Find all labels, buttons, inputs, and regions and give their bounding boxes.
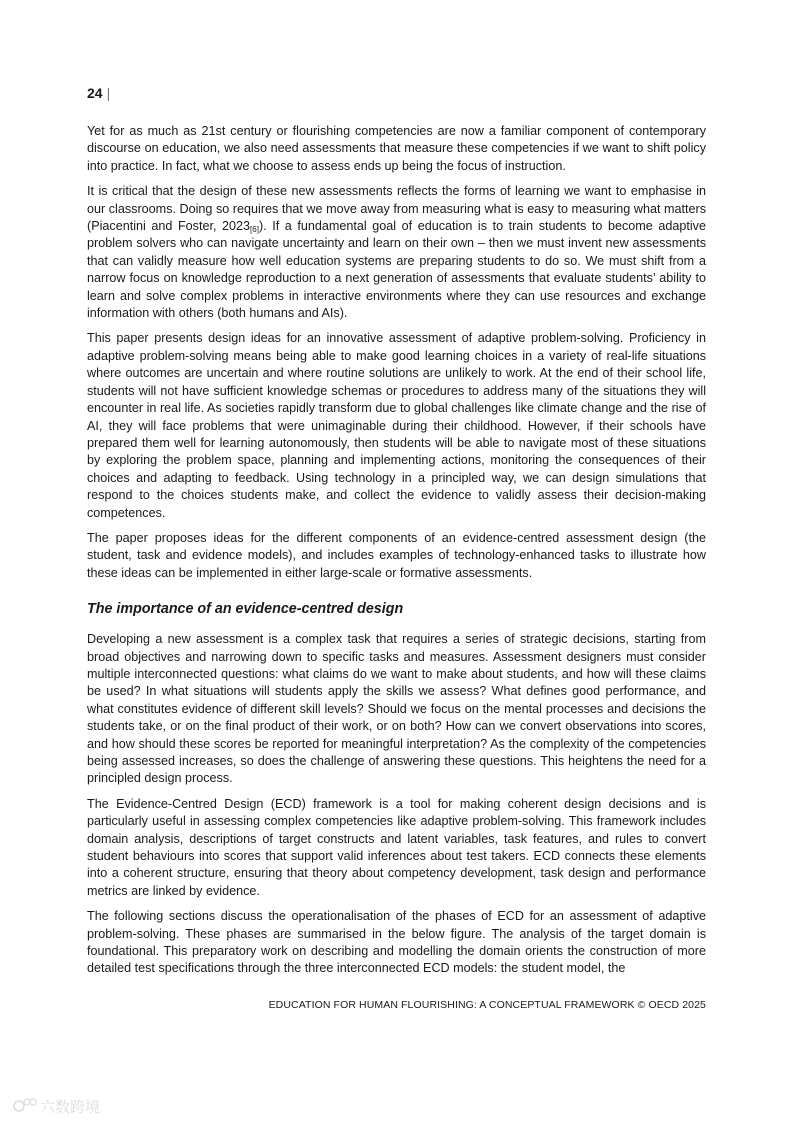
paragraph-assessment-design <box>87 183 706 322</box>
paragraph-text: Yet for as much as 21st century or flourishing competencies are now a familiar component of contemporary discourse on education, we also need assessments that measure these competencies if we want to shift policy into practice. In fact, what we choose to assess ends up being the focus of instruction. <box>87 124 706 173</box>
paragraph-ecd-framework: The Evidence-Centred Design (ECD) framework is a tool for making coherent design decisions and is particularly useful in assessing complex competencies like adaptive problem-solving. This framework includes domain analysis, descriptions of target constructs and latent variables, task features, and rules to convert student behaviours into scores that support valid inferences about test takers. ECD connects these elements into a coherent structure, ensuring that theory about competency development, task design and performance metrics are linked by evidence. <box>87 796 706 898</box>
paragraph-adaptive-problem-solving <box>87 330 706 521</box>
watermark-text: 六数跨境 <box>40 1098 101 1116</box>
header-separator: | <box>106 85 111 101</box>
page-number-value: 24 <box>87 85 103 101</box>
paragraph-text: This paper presents design ideas for an innovative assessment of adaptive problem-solving. Proficiency in adaptive problem-solving means being able to make good learning choices in a variety of real-life situations where outcomes are uncertain and where routine solutions are unlikely to work. At the end of their school life, students will not have sufficient knowledge schemas or procedures to address many of the situations they will encounter in real life. As societies rapidly transform due to global challenges like climate change and the rise of AI, they will face problems that were unimaginable during their childhood. However, if their schools have prepared them well for learning autonomously, then students will be able to navigate most of these situations by exploring the problem space, planning and implementing actions, monitoring the consequences of their choices and adapting to feedback. Using technology in a principled way, we can design simulations that respond to the choices students make, and collect the evidence to validly assess their decision-making competences. <box>87 331 706 520</box>
page-footer: EDUCATION FOR HUMAN FLOURISHING: A CONCEPTUAL FRAMEWORK © OECD 2025 <box>268 999 706 1011</box>
section-heading: The importance of an evidence-centred design <box>87 601 404 618</box>
paragraph-text: ). If a fundamental goal of education is to train students to become adaptive problem solvers who can navigate uncertainty and learn on their own – then we must invent new assessments that can validly measure how well education systems are preparing students to do so. We must shift from a narrow focus on knowledge reproduction to a next generation of assessments that evaluate students’ ability to learn and solve complex problems in interactive environments where they can use resources and exchange information with others (both humans and AIs). <box>87 219 706 321</box>
body-text <box>87 123 706 986</box>
paragraph-intro <box>87 123 706 175</box>
paragraph-text: The paper proposes ideas for the different components of an evidence-centred assessment design (the student, task and evidence models), and includes examples of technology-enhanced tasks to illustrate how these ideas can be implemented in either large-scale or formative assessments. <box>87 530 706 580</box>
paragraph-ecd-phases: The following sections discuss the operationalisation of the phases of ECD for an assessment of adaptive problem-solving. These phases are summarised in the below figure. The analysis of the target domain is foundational. This preparatory work on describing and modelling the domain orients the construction of more detailed test specifications through the three interconnected ECD models: the student model, the <box>87 909 706 976</box>
paragraph-text: It is critical that the design of these new assessments reflects the forms of learning we want to emphasise in our classrooms. Doing so requires that we move away from measuring what is easy to measuring what matters (Piacentini and Foster, 2023 <box>87 184 706 234</box>
watermark-logo <box>8 1093 108 1119</box>
paragraph-developing-assessment: Developing a new assessment is a complex task that requires a series of strategic decisions, starting from broad objectives and narrowing down to specific tasks and measures. Assessment designers must consider multiple interconnected questions: what claims do we want to make about students, and how will these claims be used? In what situations will students apply the skills we assess? What defines good performance, and what constitutes evidence of different skill levels? Should we focus on the mental processes and decisions the students take, or on the final product of their work, or on both? How can we convert observations into scores, and how should these scores be reported for meaningful interpretation? As the complexity of the competencies being assessed increases, so does the challenge of answering these questions. This heightens the need for a principled design process. <box>87 632 706 786</box>
page-number <box>87 85 110 101</box>
citation-reference[interactable]: [6] <box>250 225 259 235</box>
paragraph-paper-proposal <box>87 530 706 582</box>
